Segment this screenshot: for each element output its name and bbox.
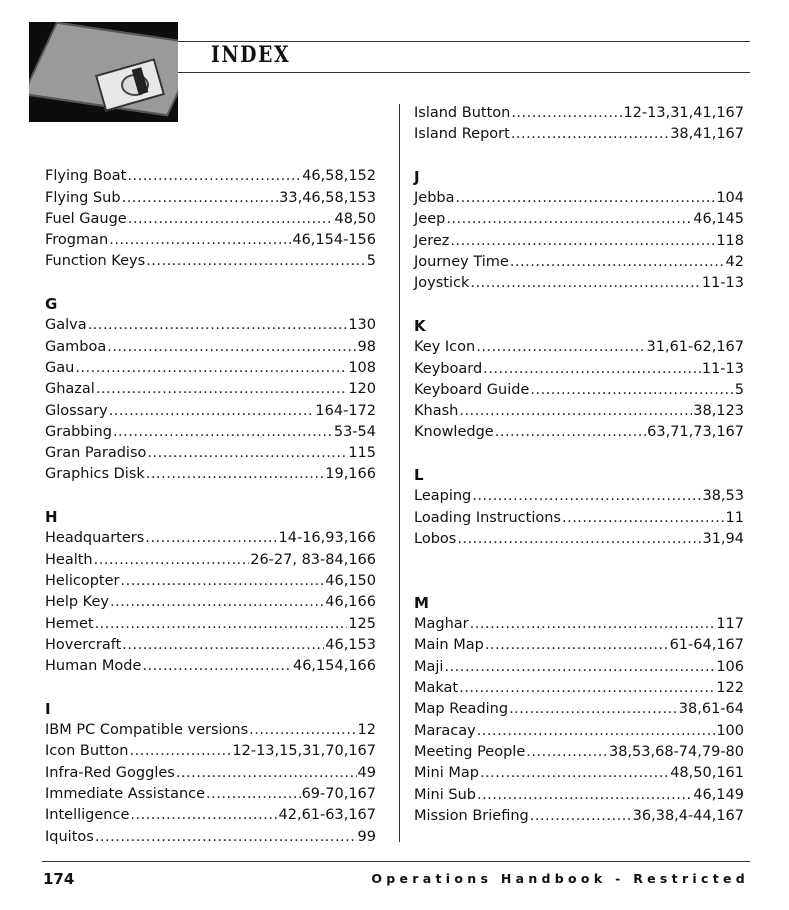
page-refs: 19,166	[325, 466, 376, 483]
page-refs: 49	[357, 764, 376, 781]
index-entry	[414, 488, 744, 509]
page-refs: 106	[716, 658, 744, 675]
index-entry	[414, 126, 744, 147]
index-term: Glossary	[45, 402, 108, 419]
index-entry	[414, 382, 744, 403]
index-term: Help Key	[45, 594, 109, 611]
index-entry	[45, 829, 376, 850]
index-term: Galva	[45, 317, 87, 334]
index-term: Health	[45, 551, 93, 568]
page-refs: 38,123	[693, 403, 744, 420]
page-refs: 164-172	[315, 402, 376, 419]
spacer	[414, 574, 744, 595]
index-entry	[45, 381, 376, 402]
index-term: Knowledge	[414, 424, 494, 441]
index-term: IBM PC Compatible versions	[45, 722, 249, 739]
dot-leader	[130, 807, 277, 823]
dot-leader	[95, 616, 348, 632]
index-term: Iquitos	[45, 828, 94, 845]
index-entry	[414, 424, 744, 445]
index-term: Helicopter	[45, 572, 120, 589]
dot-leader	[176, 765, 357, 781]
index-entry	[45, 168, 376, 189]
section-letter: J	[414, 168, 420, 187]
index-entry	[414, 510, 744, 531]
dot-leader	[94, 552, 250, 568]
index-entry	[45, 616, 376, 637]
index-entry	[45, 211, 376, 232]
index-entry	[414, 105, 744, 126]
dot-leader	[122, 190, 279, 206]
page-refs: 26-27, 83-84,166	[250, 551, 376, 568]
dot-leader	[96, 381, 347, 397]
page-refs: 31,61-62,167	[646, 339, 744, 356]
index-entry	[414, 339, 744, 360]
index-entry	[45, 403, 376, 424]
page-refs: 38,53	[702, 488, 744, 505]
page-refs: 118	[716, 232, 744, 249]
index-entry	[414, 637, 744, 658]
index-term: Hemet	[45, 615, 94, 632]
index-term: Jerez	[414, 232, 450, 249]
page-refs: 11-13	[701, 360, 744, 377]
index-entry	[45, 530, 376, 551]
index-term: Frogman	[45, 232, 109, 249]
index-term: Human Mode	[45, 658, 142, 675]
index-term: Leaping	[414, 488, 472, 505]
dot-leader	[113, 424, 333, 440]
dot-leader	[483, 361, 701, 377]
index-term: Lobos	[414, 530, 457, 547]
dot-leader	[110, 594, 324, 610]
dot-leader	[75, 360, 347, 376]
dot-leader	[562, 510, 725, 526]
dot-leader	[530, 808, 632, 824]
index-term: Headquarters	[45, 530, 145, 547]
index-term: Island Report	[414, 126, 510, 143]
index-entry	[45, 594, 376, 615]
spacer	[414, 148, 744, 169]
dot-leader	[511, 105, 622, 121]
index-entry	[414, 233, 744, 254]
index-term: Maracay	[414, 722, 476, 739]
page-refs: 14-16,93,166	[278, 530, 376, 547]
index-term: Jeep	[414, 211, 446, 228]
page-refs: 46,150	[325, 572, 376, 589]
footer-title: Operations Handbook - Restricted	[371, 871, 749, 886]
header-rule-bottom	[178, 72, 750, 73]
index-entry	[45, 786, 376, 807]
index-entry	[414, 659, 744, 680]
index-term: Fuel Gauge	[45, 210, 127, 227]
page-refs: 42	[725, 254, 744, 271]
index-entry	[414, 680, 744, 701]
page-refs: 46,154-156	[292, 232, 376, 249]
dot-leader	[470, 275, 700, 291]
dot-leader	[109, 403, 315, 419]
index-term: Makat	[414, 680, 459, 697]
spacer	[414, 552, 744, 573]
index-term: Island Button	[414, 105, 511, 121]
dot-leader	[88, 317, 348, 333]
page-refs: 12	[357, 722, 376, 739]
index-term: Jebba	[414, 190, 455, 207]
dot-leader	[444, 659, 715, 675]
dot-leader	[526, 744, 608, 760]
index-entry	[414, 701, 744, 722]
dot-leader	[450, 233, 715, 249]
index-term: Meeting People	[414, 743, 526, 760]
index-entry	[414, 361, 744, 382]
index-term: Mini Sub	[414, 786, 476, 803]
dot-leader	[122, 637, 324, 653]
page-refs: 125	[348, 615, 376, 632]
page-refs: 108	[348, 359, 376, 376]
dot-leader	[495, 424, 646, 440]
dot-leader	[142, 658, 292, 674]
dot-leader	[95, 829, 357, 845]
dot-leader	[147, 445, 347, 461]
page-refs: 46,145	[693, 211, 744, 228]
dot-leader	[509, 701, 678, 717]
index-entry	[45, 637, 376, 658]
index-entry	[45, 317, 376, 338]
page-refs: 31,94	[702, 530, 744, 547]
index-term: Khash	[414, 403, 459, 420]
dot-leader	[127, 168, 301, 184]
dot-leader	[480, 765, 669, 781]
index-entry	[414, 403, 744, 424]
dot-leader	[472, 488, 701, 504]
index-entry	[414, 765, 744, 786]
dot-leader	[470, 616, 716, 632]
page-refs: 42,61-63,167	[278, 807, 376, 824]
page-refs: 63,71,73,167	[647, 424, 744, 441]
dot-leader	[457, 531, 701, 547]
dot-leader	[456, 190, 716, 206]
index-entry	[414, 275, 744, 296]
index-column-right	[414, 105, 744, 829]
index-entry	[45, 445, 376, 466]
index-term: Flying Sub	[45, 189, 121, 206]
section-letter: L	[414, 466, 424, 485]
section-letter: K	[414, 317, 426, 336]
index-term: Graphics Disk	[45, 466, 145, 483]
index-term: Journey Time	[414, 254, 509, 271]
section-letter: H	[45, 508, 58, 527]
page-refs: 12-13,15,31,70,167	[232, 743, 376, 760]
section-letter: G	[45, 295, 58, 314]
index-entry	[414, 616, 744, 637]
spacer	[45, 147, 376, 168]
page-refs: 46,58,152	[302, 168, 376, 185]
page-refs: 36,38,4-44,167	[632, 807, 744, 824]
index-entry	[45, 743, 376, 764]
dot-leader	[476, 339, 645, 355]
dot-leader	[510, 254, 725, 270]
page-refs: 104	[716, 190, 744, 207]
index-term: Infra-Red Goggles	[45, 764, 175, 781]
index-entry	[414, 808, 744, 829]
index-term: Loading Instructions	[414, 509, 561, 526]
dot-leader	[477, 787, 692, 803]
page-refs: 46,153	[325, 636, 376, 653]
index-term: Joystick	[414, 275, 470, 292]
page-refs: 46,149	[693, 786, 744, 803]
dot-leader	[530, 382, 733, 398]
index-term: Maghar	[414, 616, 469, 633]
index-entry	[45, 722, 376, 743]
page-refs: 122	[716, 680, 744, 697]
index-term: Keyboard Guide	[414, 381, 530, 398]
page-title: INDEX	[211, 42, 291, 68]
index-term: Intelligence	[45, 807, 130, 824]
index-term: Immediate Assistance	[45, 785, 206, 802]
index-entry	[414, 744, 744, 765]
dot-leader	[145, 530, 277, 546]
page-refs: 12-13,31,41,167	[623, 105, 744, 121]
index-column-left	[45, 147, 376, 850]
index-entry	[414, 254, 744, 275]
index-entry	[45, 253, 376, 274]
page-refs: 117	[716, 616, 744, 633]
index-term: Main Map	[414, 637, 484, 654]
index-term: Gau	[45, 359, 75, 376]
index-entry	[414, 190, 744, 211]
dot-leader	[130, 743, 232, 759]
spacer	[414, 297, 744, 318]
footer-rule	[42, 861, 750, 862]
index-term: Flying Boat	[45, 168, 127, 185]
index-term: Mission Briefing	[414, 807, 529, 824]
section-letter: M	[414, 594, 429, 613]
page-refs: 100	[716, 722, 744, 739]
dot-leader	[459, 403, 692, 419]
dot-leader	[206, 786, 301, 802]
index-entry	[45, 466, 376, 487]
dot-leader	[459, 680, 715, 696]
page-refs: 130	[348, 317, 376, 334]
column-divider	[399, 104, 400, 842]
page-refs: 48,50	[334, 210, 376, 227]
page-refs: 11	[725, 509, 744, 526]
spacer	[45, 679, 376, 700]
page-number: 174	[43, 870, 75, 888]
index-term: Icon Button	[45, 743, 129, 760]
spacer	[45, 488, 376, 509]
page-refs: 69-70,167	[301, 785, 376, 802]
page-refs: 5	[366, 253, 376, 270]
page-refs: 11-13	[701, 275, 744, 292]
dot-leader	[146, 253, 366, 269]
page-refs: 33,46,58,153	[279, 189, 376, 206]
dot-leader	[477, 723, 716, 739]
index-entry	[45, 360, 376, 381]
index-entry	[45, 765, 376, 786]
dot-leader	[128, 211, 334, 227]
index-entry	[45, 339, 376, 360]
index-entry	[45, 190, 376, 211]
index-entry	[45, 424, 376, 445]
index-term: Maji	[414, 658, 444, 675]
page-refs: 5	[734, 381, 744, 398]
index-entry	[414, 723, 744, 744]
index-entry	[414, 531, 744, 552]
index-entry	[45, 232, 376, 253]
index-term: Function Keys	[45, 253, 146, 270]
dot-leader	[109, 232, 291, 248]
page-refs: 46,166	[325, 594, 376, 611]
index-term: Key Icon	[414, 339, 476, 356]
page-refs: 46,154,166	[292, 658, 376, 675]
index-term: Map Reading	[414, 701, 509, 718]
floppy-disk-icon	[29, 22, 178, 122]
section-letter: I	[45, 700, 51, 719]
page-refs: 99	[357, 828, 376, 845]
index-term: Gran Paradiso	[45, 445, 147, 462]
dot-leader	[485, 637, 669, 653]
dot-leader	[121, 573, 325, 589]
page-refs: 61-64,167	[669, 637, 744, 654]
index-term: Mini Map	[414, 765, 479, 782]
index-term: Gamboa	[45, 338, 107, 355]
index-term: Ghazal	[45, 381, 95, 398]
index-term: Grabbing	[45, 423, 112, 440]
dot-leader	[511, 126, 669, 142]
page-refs: 38,61-64	[678, 701, 744, 718]
spacer	[45, 275, 376, 296]
dot-leader	[107, 339, 356, 355]
page-refs: 98	[357, 338, 376, 355]
page-refs: 48,50,161	[670, 765, 744, 782]
dot-leader	[146, 466, 324, 482]
index-entry	[45, 552, 376, 573]
dot-leader	[446, 211, 692, 227]
page-refs: 38,41,167	[670, 126, 744, 143]
spacer	[414, 446, 744, 467]
index-entry	[45, 658, 376, 679]
page-refs: 120	[348, 381, 376, 398]
index-entry	[45, 573, 376, 594]
dot-leader	[249, 722, 356, 738]
index-entry	[414, 787, 744, 808]
index-term: Keyboard	[414, 360, 483, 377]
page-refs: 53-54	[333, 423, 376, 440]
page-refs: 115	[348, 445, 376, 462]
index-entry	[45, 807, 376, 828]
index-term: Hovercraft	[45, 636, 122, 653]
index-entry	[414, 211, 744, 232]
page-refs: 38,53,68-74,79-80	[609, 743, 744, 760]
